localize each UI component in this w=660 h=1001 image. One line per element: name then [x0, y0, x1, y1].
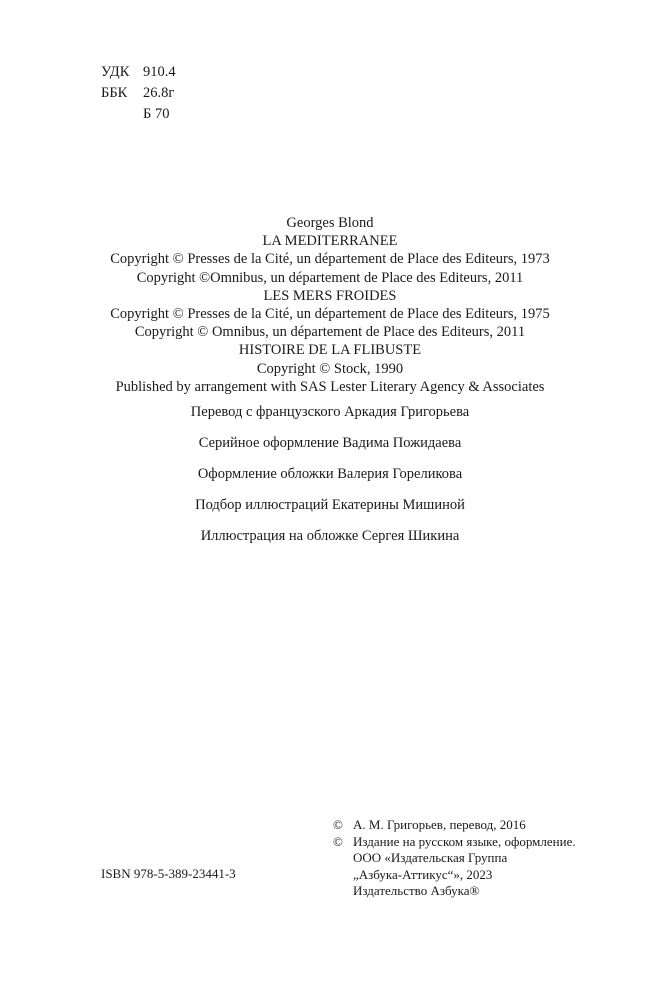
classification-author-mark	[101, 104, 176, 125]
classification-value: 910.4	[143, 64, 176, 80]
credit-series-design: Серийное оформление Вадима Пожидаева	[198, 435, 462, 451]
classification-code: УДК	[101, 64, 130, 80]
original-title: LA MEDITERRANEE	[262, 233, 398, 250]
credit-cover-design: Оформление обложки Валерия Гореликова	[197, 466, 463, 482]
copyright-line: Copyright © Stock, 1990	[256, 360, 404, 377]
publisher-rights	[333, 817, 576, 900]
credits	[0, 403, 660, 558]
credit-illustration-selection: Подбор иллюстраций Екатерины Мишиной	[195, 497, 465, 513]
copyright-line: Copyright © Presses de la Cité, un département de Place des Editeurs, 1975	[110, 306, 550, 323]
classification-value: 26.8г	[143, 85, 175, 101]
copyright-mark: ©	[333, 833, 343, 849]
copyright-mark: ©	[333, 817, 343, 832]
arrangement-line: Published by arrangement with SAS Lester Literary Agency & Associates	[115, 378, 545, 395]
classification-code: ББК	[101, 85, 128, 101]
classification-value: Б 70	[143, 106, 170, 122]
copyright-notice	[0, 214, 660, 396]
classification-code	[101, 104, 143, 125]
rights-publisher-year: „Азбука-Аттикус“», 2023	[353, 866, 493, 882]
classification-udk	[101, 62, 176, 83]
author-name: Georges Blond	[286, 215, 374, 231]
credit-translator: Перевод с французского Аркадия Григорьева	[190, 404, 470, 420]
rights-publisher-group: ООО «Издательская Группа	[353, 850, 508, 865]
copyright-line: Copyright © Omnibus, un département de Place des Editeurs, 2011	[134, 324, 526, 341]
library-classification	[101, 62, 176, 125]
rights-text: А. М. Григорьев, перевод, 2016	[353, 817, 526, 832]
credit-cover-illustration: Иллюстрация на обложке Сергея Шикина	[200, 528, 460, 544]
rights-text: Издание на русском языке, оформление.	[353, 833, 576, 849]
original-title: HISTOIRE DE LA FLIBUSTE	[238, 342, 422, 359]
copyright-line: Copyright © Presses de la Cité, un département de Place des Editeurs, 1973	[110, 251, 550, 268]
original-title: LES MERS FROIDES	[263, 287, 397, 304]
copyright-line: Copyright ©Omnibus, un département de Place des Editeurs, 2011	[136, 269, 524, 286]
rights-translation	[333, 817, 576, 834]
rights-edition	[333, 834, 576, 851]
classification-bbk	[101, 83, 176, 104]
isbn: ISBN 978-5-389-23441-3	[101, 866, 236, 881]
rights-publisher-imprint: Издательство Азбука®	[353, 883, 480, 898]
